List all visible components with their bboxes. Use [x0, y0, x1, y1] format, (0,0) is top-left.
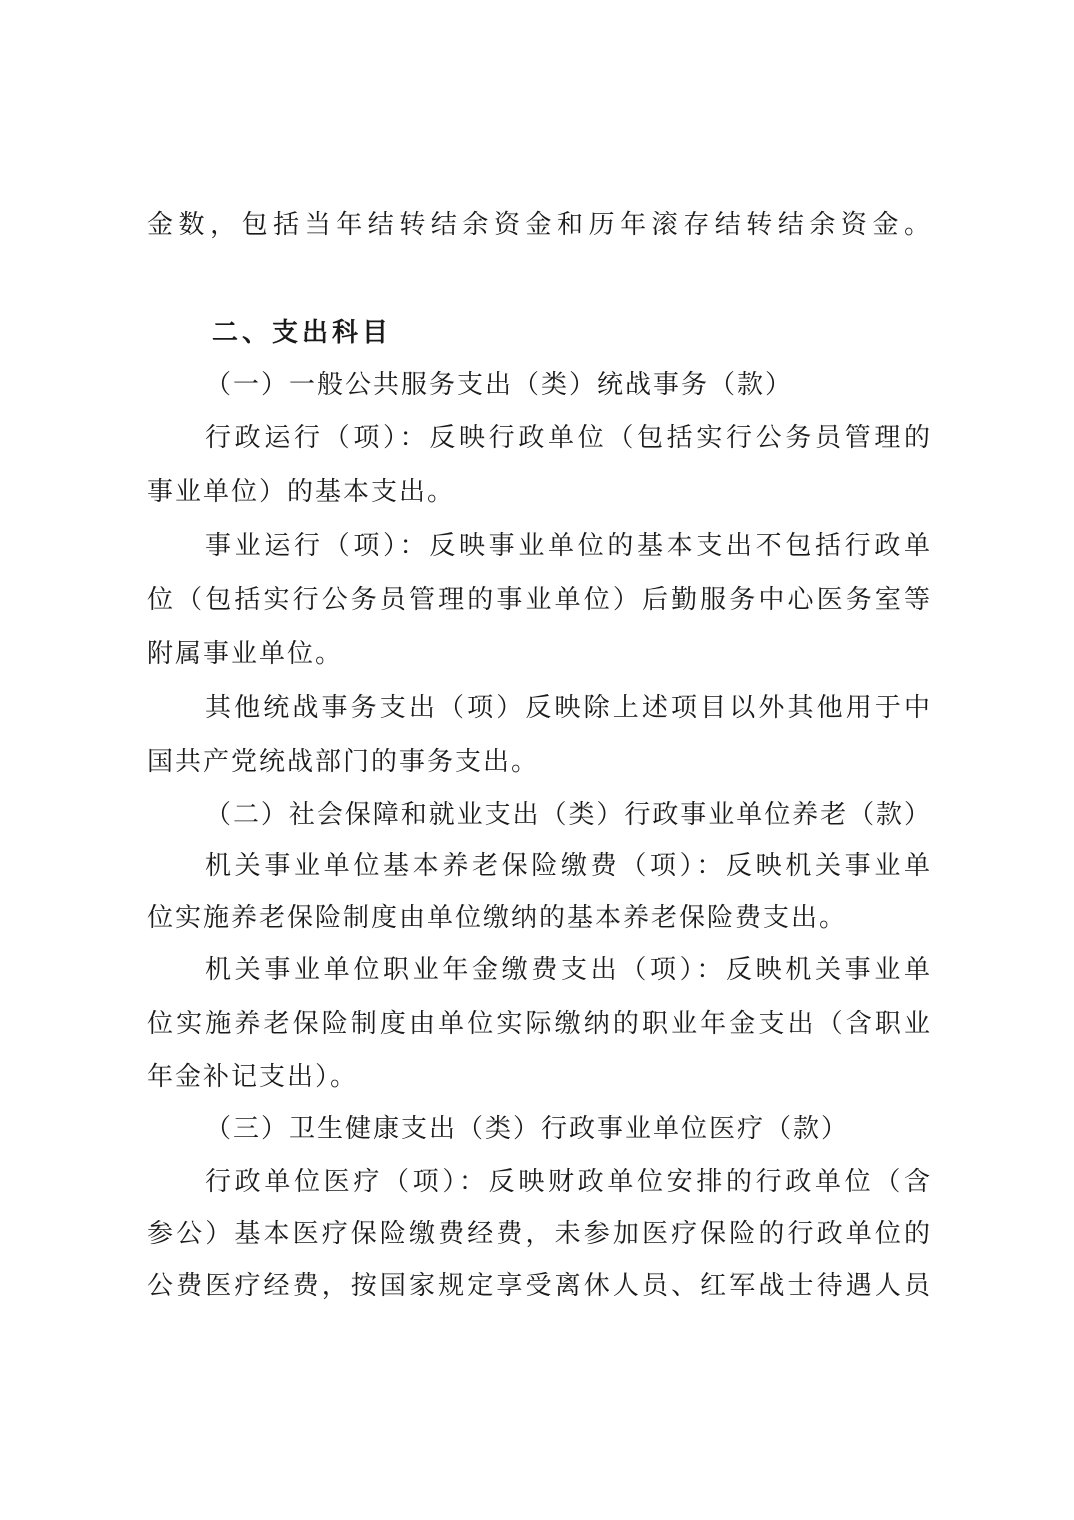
- paragraph-line: 参公）基本医疗保险缴费经费，未参加医疗保险的行政单位的: [147, 1219, 930, 1249]
- paragraph-line: 国共产党统战部门的事务支出。: [147, 747, 540, 777]
- paragraph-line: 行政单位医疗（项）：反映财政单位安排的行政单位（含: [205, 1167, 930, 1197]
- section-heading: 二、支出科目: [212, 318, 393, 348]
- paragraph-line: 公费医疗经费，按国家规定享受离休人员、红军战士待遇人员: [147, 1271, 930, 1301]
- subsection-heading: （一）一般公共服务支出（类）统战事务（款）: [205, 370, 794, 400]
- paragraph-line: 附属事业单位。: [147, 639, 344, 669]
- paragraph-line: 金数，包括当年结转结余资金和历年滚存结转结余资金。: [147, 210, 930, 240]
- paragraph-line: 事业单位）的基本支出。: [147, 477, 456, 507]
- paragraph-line: 机关事业单位职业年金缴费支出（项）：反映机关事业单: [205, 955, 930, 985]
- paragraph-line: 事业运行（项）：反映事业单位的基本支出不包括行政单: [205, 531, 930, 561]
- subsection-heading: （三）卫生健康支出（类）行政事业单位医疗（款）: [205, 1114, 850, 1144]
- paragraph-line: 位实施养老保险制度由单位缴纳的基本养老保险费支出。: [147, 903, 848, 933]
- paragraph-line: 年金补记支出）。: [147, 1062, 359, 1092]
- paragraph-line: 行政运行（项）：反映行政单位（包括实行公务员管理的: [205, 423, 930, 453]
- paragraph-line: 位实施养老保险制度由单位实际缴纳的职业年金支出（含职业: [147, 1009, 930, 1039]
- paragraph-line: 其他统战事务支出（项）反映除上述项目以外其他用于中: [205, 693, 930, 723]
- subsection-heading: （二）社会保障和就业支出（类）行政事业单位养老（款）: [205, 800, 930, 830]
- paragraph-line: 机关事业单位基本养老保险缴费（项）：反映机关事业单: [205, 851, 930, 881]
- paragraph-line: 位（包括实行公务员管理的事业单位）后勤服务中心医务室等: [147, 585, 930, 615]
